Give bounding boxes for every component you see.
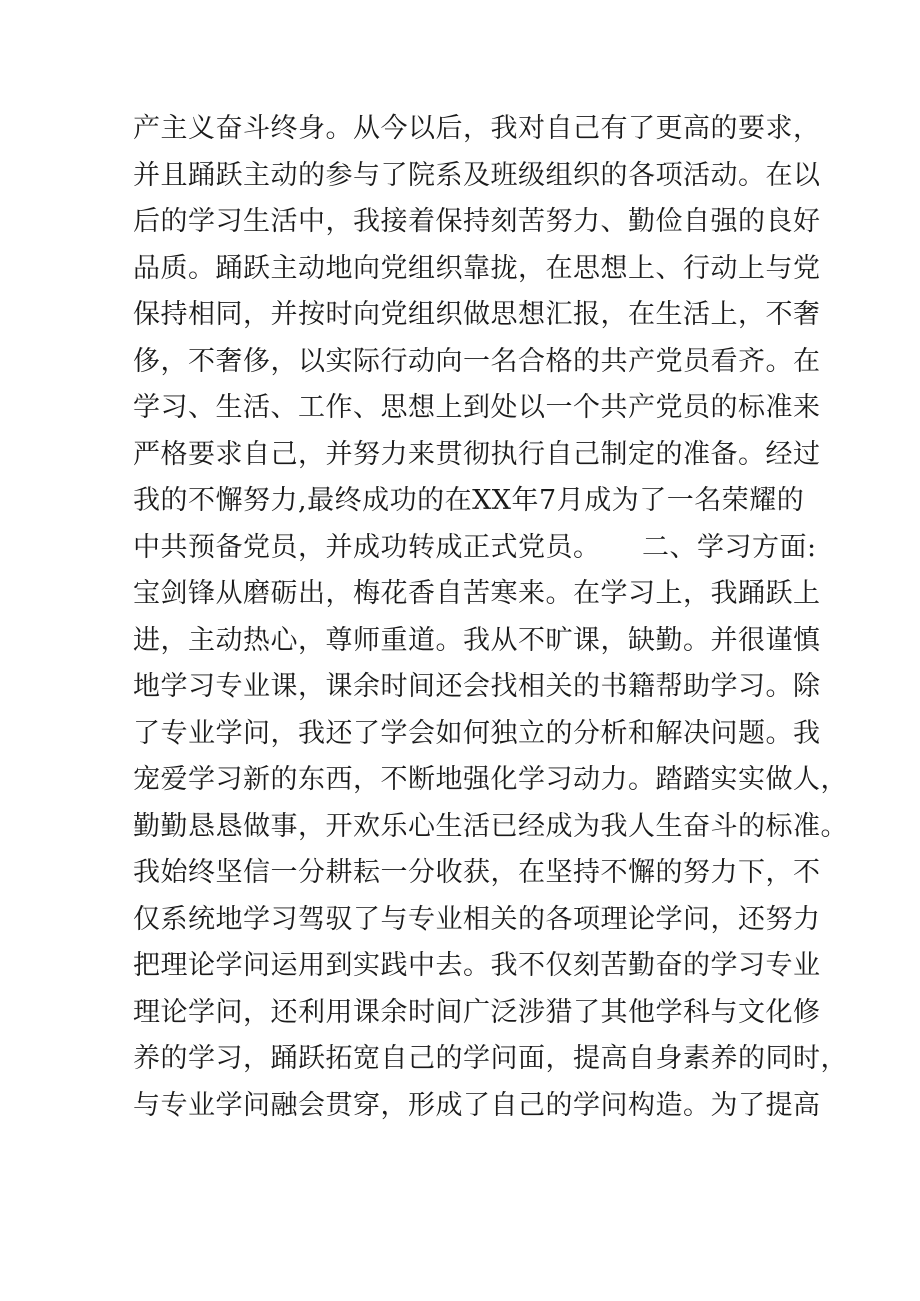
text-line: 保持相同，并按时向党组织做思想汇报，在生活上，不奢 xyxy=(133,299,821,330)
text-line: 产主义奋斗终身。从今以后，我对自己有了更高的要求， xyxy=(133,113,821,144)
text-line: 勤勤恳恳做事，开欢乐心生活已经成为我人生奋斗的标准。 xyxy=(133,810,848,842)
text-line: 严格要求自己，并努力来贯彻执行自己制定的准备。经过 xyxy=(133,438,821,470)
text-line: 并且踊跃主动的参与了院系及班级组织的各项活动。在以 xyxy=(133,159,821,191)
text-line: 把理论学问运用到实践中去。我不仅刻苦勤奋的学习专业 xyxy=(133,950,821,981)
text-line: 与专业学问融会贯穿，形成了自己的学问构造。为了提高 xyxy=(133,1089,821,1121)
text-line: 宠爱学习新的东西，不断地强化学习动力。踏踏实实做人， xyxy=(133,764,848,795)
text-line: 我的不懈努力,最终成功的在XX年7月成为了一名荣耀的 xyxy=(133,485,805,516)
text-line: 侈，不奢侈，以实际行动向一名合格的共产党员看齐。在 xyxy=(133,345,821,377)
text-line: 进，主动热心，尊师重道。我从不旷课，缺勤。并很谨慎 xyxy=(133,624,821,656)
text-line: 学习、生活、工作、思想上到处以一个共产党员的标准来 xyxy=(133,392,821,423)
text-line: 宝剑锋从磨砺出，梅花香自苦寒来。在学习上，我踊跃上 xyxy=(133,578,821,609)
text-line: 了专业学问，我还了学会如何独立的分析和解决问题。我 xyxy=(133,717,821,749)
text-line: 养的学习，踊跃拓宽自己的学问面，提高自身素养的同时， xyxy=(133,1043,848,1074)
text-line: 品质。踊跃主动地向党组织靠拢，在思想上、行动上与党 xyxy=(133,252,821,284)
text-line: 我始终坚信一分耕耘一分收获，在坚持不懈的努力下，不 xyxy=(133,857,821,888)
text-line: 中共预备党员，并成功转成正式党员。 二、学习方面: xyxy=(133,531,817,563)
text-line: 地学习专业课，课余时间还会找相关的书籍帮助学习。除 xyxy=(133,671,821,702)
body-text xyxy=(133,106,848,1129)
text-line: 理论学问，还利用课余时间广泛涉猎了其他学科与文化修 xyxy=(133,996,821,1028)
text-line: 后的学习生活中，我接着保持刻苦努力、勤俭自强的良好 xyxy=(133,206,821,237)
text-line: 仅系统地学习驾驭了与专业相关的各项理论学问，还努力 xyxy=(133,903,821,935)
